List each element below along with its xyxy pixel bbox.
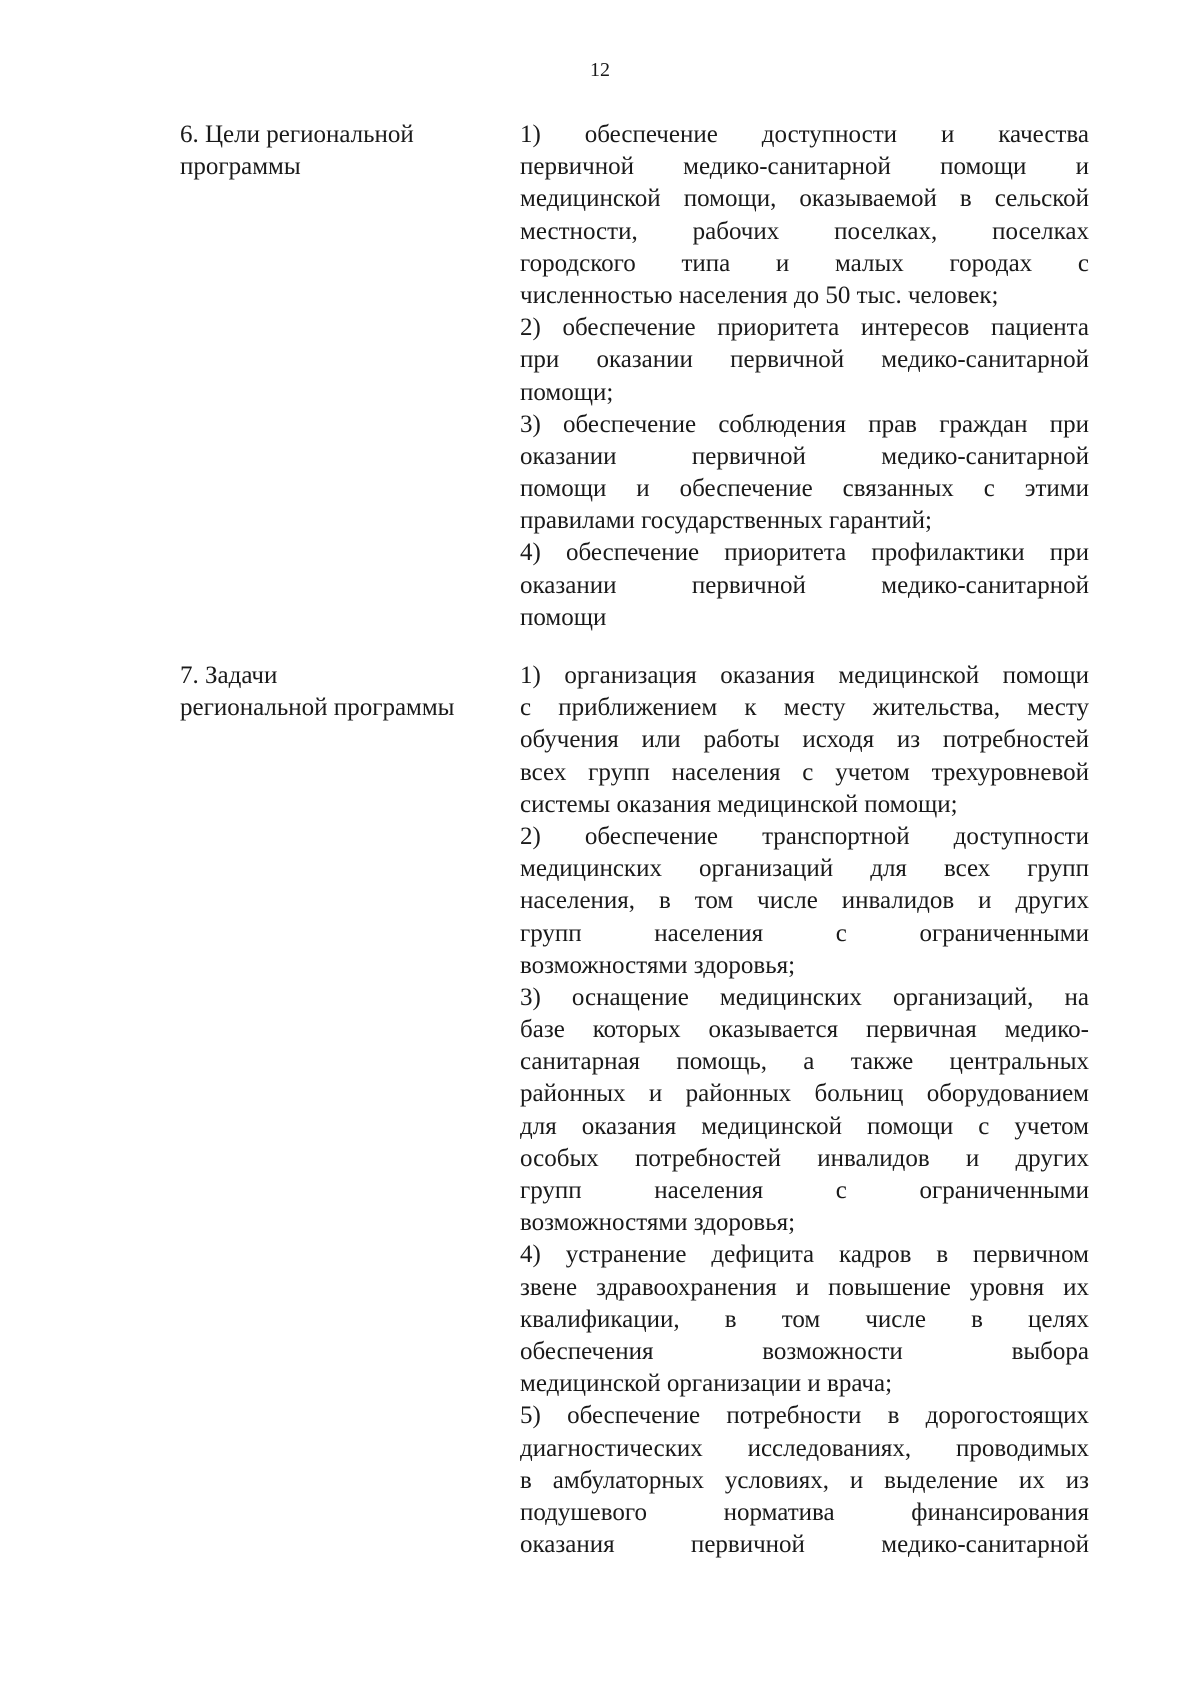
task-item-line: 3) оснащение медицинских организаций, на — [520, 983, 1089, 1011]
task-item — [520, 982, 1089, 1240]
task-item-line: подушевого норматива финансирования — [520, 1498, 1089, 1526]
goal-item-line: 4) обеспечение приоритета профилактики при — [520, 539, 1089, 567]
goal-item — [520, 409, 1089, 538]
task-item-line: базе которых оказывается первичная медико- — [520, 1016, 1089, 1044]
goal-item-line: оказании первичной медико-санитарной — [520, 442, 1089, 470]
task-item-line: населения, в том числе инвалидов и других — [520, 887, 1089, 915]
task-item-line: групп населения с ограниченными — [520, 919, 1089, 947]
task-item-line: возможностями здоровья; — [520, 1209, 796, 1237]
tasks-label — [180, 660, 510, 724]
task-item-line: квалификации, в том числе в целях — [520, 1305, 1089, 1333]
goal-item-line: первичной медико-санитарной помощи и — [520, 153, 1089, 181]
goals-label-line: программы — [180, 153, 301, 181]
task-item-line: особых потребностей инвалидов и других — [520, 1144, 1089, 1172]
goal-item-line: помощи — [520, 603, 607, 631]
goal-item-line: медицинской помощи, оказываемой в сельской — [520, 185, 1089, 213]
task-item-line: медицинских организаций для всех групп — [520, 855, 1089, 883]
goals-label — [180, 119, 510, 183]
goal-item-line: помощи; — [520, 378, 614, 406]
tasks-label-line: региональной программы — [180, 694, 455, 722]
task-item-line: системы оказания медицинской помощи; — [520, 790, 958, 818]
task-item-line: обеспечения возможности выбора — [520, 1337, 1089, 1365]
goal-item — [520, 119, 1089, 312]
tasks-list — [520, 660, 1089, 1561]
goal-item-line: 1) обеспечение доступности и качества — [520, 121, 1089, 148]
task-item — [520, 1400, 1089, 1561]
goal-item — [520, 537, 1089, 634]
task-item-line: 4) устранение дефицита кадров в первичном — [520, 1241, 1089, 1269]
task-item-line: 1) организация оказания медицинской помощи — [520, 662, 1089, 689]
task-item-line: районных и районных больниц оборудованием — [520, 1080, 1089, 1108]
task-item-line: медицинской организации и врача; — [520, 1370, 893, 1398]
tasks-label-line: 7. Задачи — [180, 662, 278, 689]
task-item-line: санитарная помощь, а также центральных — [520, 1048, 1089, 1076]
task-item-line: обучения или работы исходя из потребностей — [520, 726, 1089, 754]
task-item-line: диагностических исследованиях, проводимых — [520, 1434, 1089, 1462]
goal-item-line: численностью населения до 50 тыс. человек; — [520, 281, 999, 309]
page-number: 12 — [590, 59, 610, 81]
task-item — [520, 1239, 1089, 1400]
task-item-line: с приближением к месту жительства, месту — [520, 694, 1089, 722]
goal-item-line: местности, рабочих поселках, поселках — [520, 217, 1089, 245]
task-item-line: возможностями здоровья; — [520, 951, 796, 979]
goal-item-line: правилами государственных гарантий; — [520, 507, 932, 535]
task-item-line: 2) обеспечение транспортной доступности — [520, 822, 1089, 850]
goal-item-line: оказании первичной медико-санитарной — [520, 571, 1089, 599]
goal-item — [520, 312, 1089, 409]
task-item-line: для оказания медицинской помощи с учетом — [520, 1112, 1089, 1140]
task-item-line: в амбулаторных условиях, и выделение их из — [520, 1466, 1089, 1494]
goal-item-line: при оказании первичной медико-санитарной — [520, 346, 1089, 374]
goal-item-line: 2) обеспечение приоритета интересов пациента — [520, 314, 1089, 342]
task-item-line: всех групп населения с учетом трехуровневой — [520, 758, 1089, 786]
task-item-line: оказания первичной медико-санитарной — [520, 1531, 1089, 1559]
task-item-line: 5) обеспечение потребности в дорогостоящих — [520, 1402, 1089, 1430]
task-item-line: групп населения с ограниченными — [520, 1177, 1089, 1204]
goals-label-line: 6. Цели региональной — [180, 121, 414, 148]
goal-item-line: городского типа и малых городах с — [520, 249, 1089, 277]
goals-list — [520, 119, 1089, 634]
task-item — [520, 660, 1089, 821]
goal-item-line: 3) обеспечение соблюдения прав граждан при — [520, 410, 1089, 438]
goal-item-line: помощи и обеспечение связанных с этими — [520, 475, 1089, 503]
task-item — [520, 821, 1089, 982]
task-item-line: звене здравоохранения и повышение уровня их — [520, 1273, 1089, 1301]
